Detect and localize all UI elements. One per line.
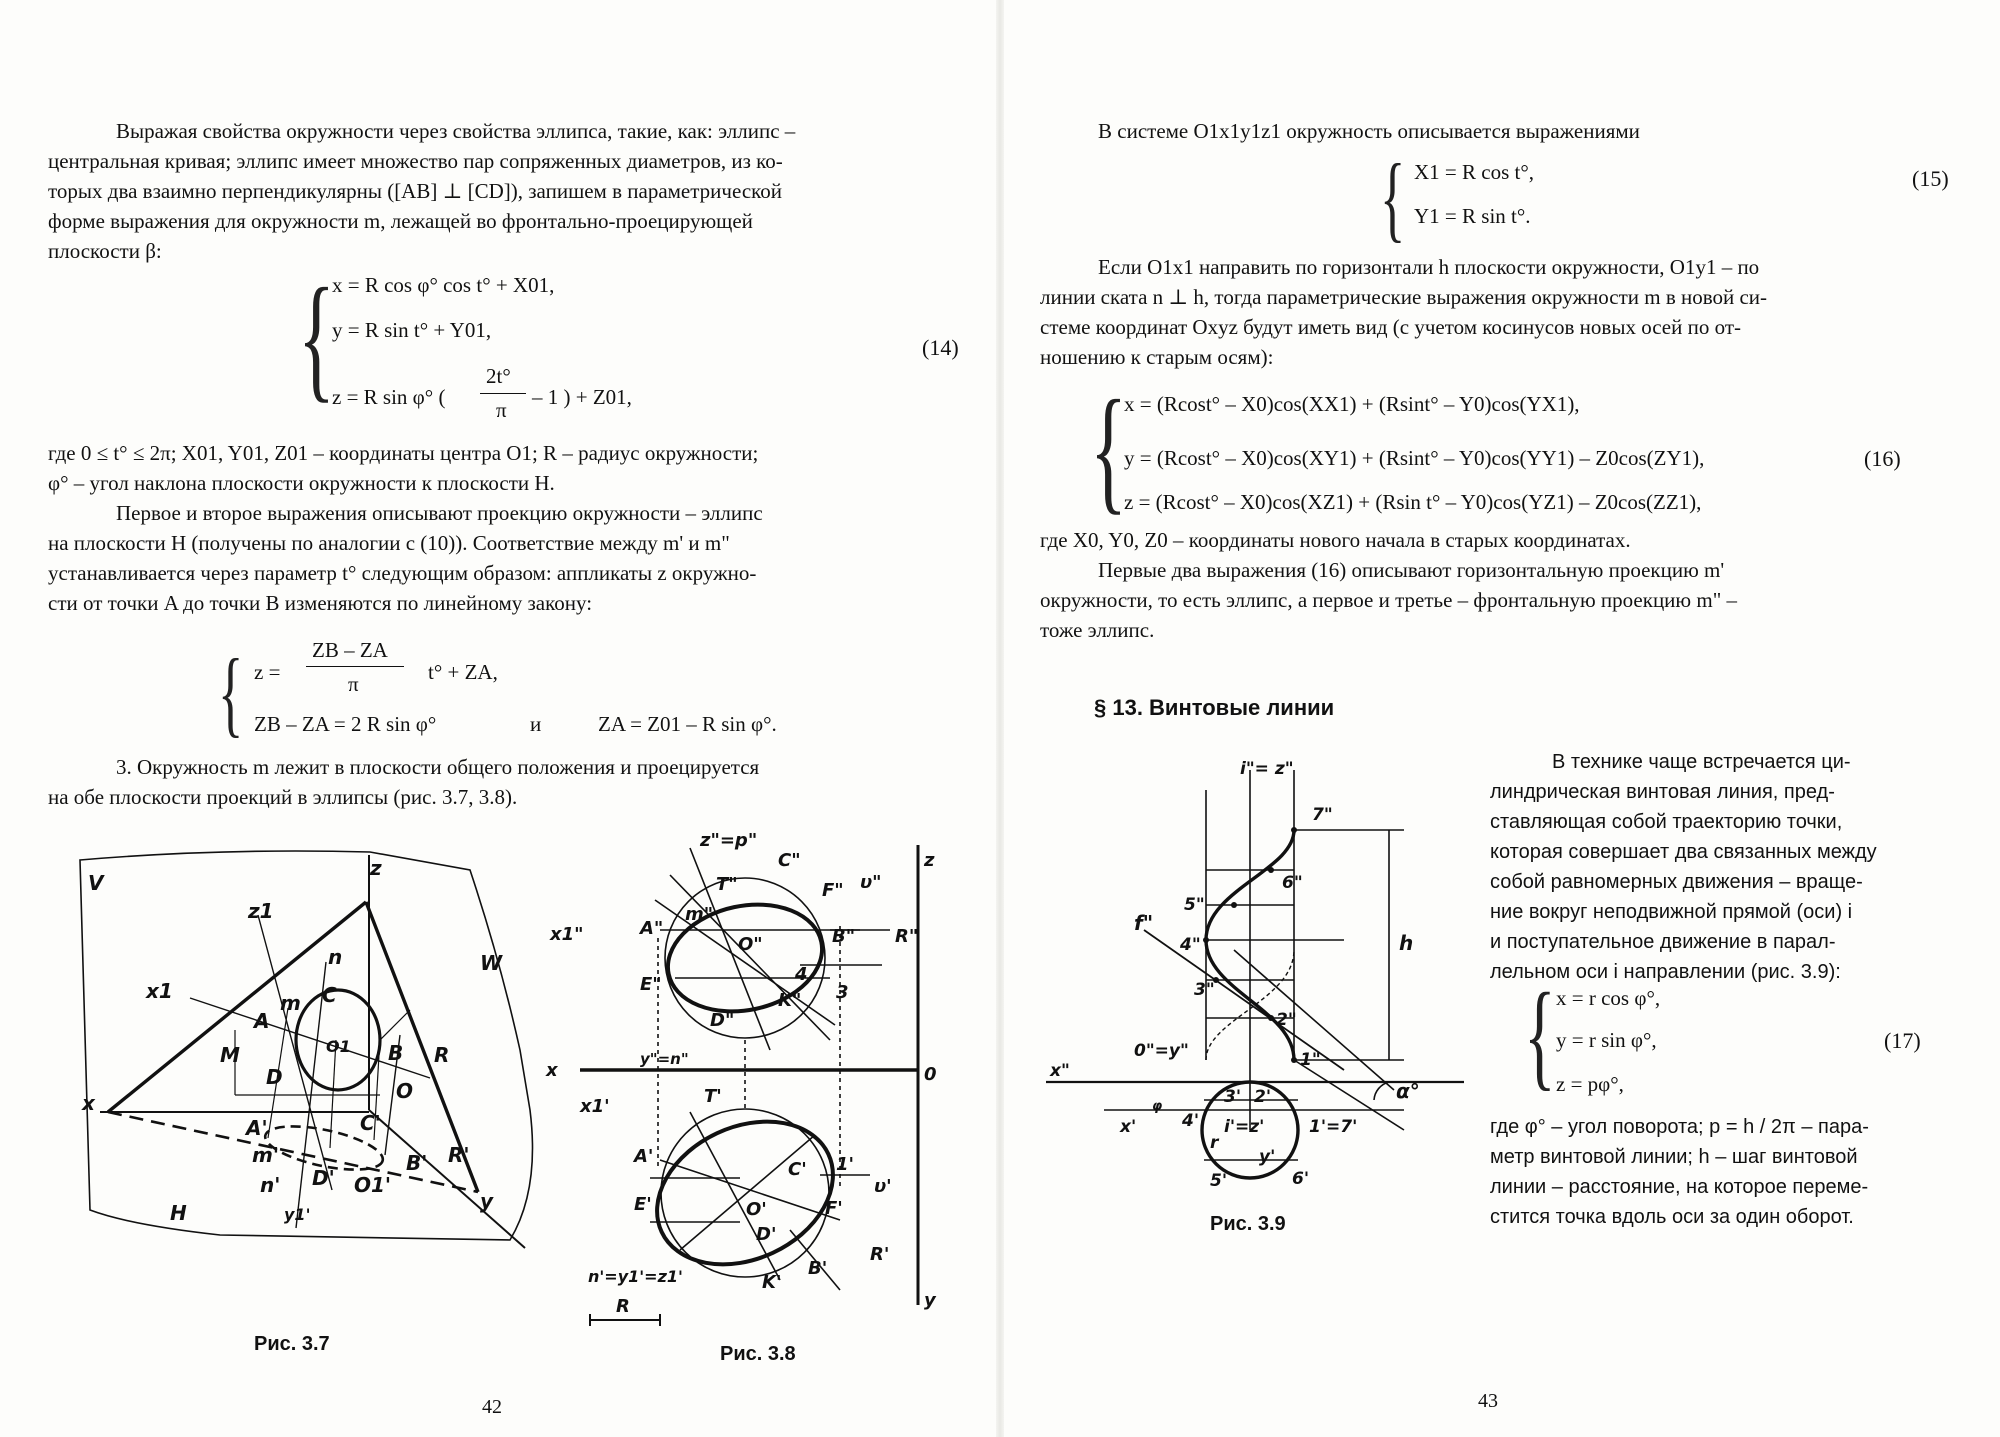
label-p1: 1"	[1300, 1050, 1321, 1070]
label-phi: φ	[1152, 1099, 1163, 1114]
eqz-line3: ZA = Z01 – R sin φ°.	[598, 712, 777, 736]
left-paragraph-2	[48, 438, 966, 618]
label-A1: A'	[246, 1116, 268, 1140]
label-v2: υ"	[860, 872, 882, 893]
eq14-fraction-bar	[480, 393, 526, 394]
label-x: x	[82, 1091, 95, 1115]
fig37-caption: Рис. 3.7	[254, 1333, 330, 1355]
label-E1: E'	[634, 1194, 652, 1215]
label-B1: B'	[808, 1258, 828, 1279]
text-line: тоже эллипс.	[1040, 618, 1155, 642]
label-V: V	[88, 871, 104, 895]
text-line: 3. Окружность m лежит в плоскости общего положения и проецируется	[116, 755, 760, 779]
label-D1: D'	[312, 1166, 335, 1190]
label-p6: 6"	[1282, 873, 1303, 893]
label-q6: 6'	[1292, 1169, 1310, 1189]
fig39-caption: Рис. 3.9	[1210, 1213, 1286, 1235]
label-n: n	[328, 945, 343, 969]
label-x: x"	[1050, 1061, 1070, 1081]
eqz-denominator: π	[348, 672, 359, 696]
label-xp: x'	[1120, 1117, 1137, 1137]
text-line: где φ° – угол поворота; p = h / 2π – пара-	[1490, 1116, 1869, 1138]
left-page-number: 42	[482, 1396, 502, 1418]
label-A1: A'	[634, 1146, 654, 1167]
eqz-z-label: z =	[254, 660, 281, 684]
label-one: 1'	[836, 1154, 855, 1175]
eq15-number: (15)	[1912, 166, 1949, 191]
label-R: R	[616, 1296, 630, 1317]
label-p2: 2"	[1276, 1010, 1297, 1030]
label-z1: z1	[248, 899, 274, 923]
left-paragraph-3	[48, 752, 966, 812]
label-z: z	[370, 856, 382, 880]
text-line: Выражая свойства окружности через свойства эллипса, такие, как: эллипс –	[116, 119, 796, 143]
eq17-line-y: y = r sin φ°,	[1556, 1028, 1657, 1052]
label-C1: C'	[360, 1111, 381, 1135]
label-D1: D'	[756, 1224, 777, 1245]
eqz-numerator: ZB – ZA	[312, 638, 388, 662]
label-C: C	[322, 983, 337, 1007]
eq14-brace: {	[298, 260, 335, 415]
label-z2p2: z"=p"	[700, 830, 758, 851]
label-iz: i"= z"	[1240, 759, 1294, 779]
text-line: Если O1x1 направить по горизонтали h плоскости окружности, O1y1 – по	[1098, 255, 1760, 279]
label-K2: K"	[778, 990, 802, 1011]
label-B: B	[388, 1041, 404, 1065]
label-alpha: α°	[1396, 1079, 1420, 1103]
text-line: где X0, Y0, Z0 – координаты нового начала в старых координатах.	[1040, 528, 1631, 552]
eq15-brace: {	[1380, 144, 1406, 251]
text-line: линии – расстояние, на которое переме-	[1490, 1176, 1869, 1198]
label-iz2: i'=z'	[1224, 1117, 1265, 1137]
eq14-line-x: x = R cos φ° cos t° + X01,	[332, 273, 555, 297]
label-q4: 4'	[1182, 1111, 1200, 1131]
label-p4: 4"	[1180, 935, 1201, 955]
text-line: торых два взаимно перпендикулярны ([AB] ⊥ [CD]), запишем в параметрической	[48, 179, 783, 203]
label-R1: R'	[870, 1244, 890, 1265]
text-line: форме выражения для окружности m, лежащей во фронтально-проецирующей	[48, 209, 753, 233]
label-p3: 3"	[1194, 980, 1215, 1000]
label-H: H	[170, 1201, 187, 1225]
eqz-and: и	[530, 712, 542, 736]
label-F1: F'	[825, 1198, 843, 1219]
label-n3: 3	[836, 982, 849, 1003]
label-O11: O1'	[354, 1173, 392, 1197]
label-q17: 1'=7'	[1309, 1117, 1358, 1137]
label-A2: A"	[640, 918, 664, 939]
label-y: y	[480, 1189, 494, 1213]
text-line: на плоскости H (получены по аналогии с (10)). Соответствие между m' и m"	[48, 531, 730, 555]
label-o: 0"=y"	[1134, 1041, 1189, 1061]
eq14-line-z-end: – 1 ) + Z01,	[532, 385, 632, 409]
label-q3: 3'	[1224, 1087, 1242, 1107]
right-paragraph-4	[1490, 747, 1950, 987]
label-y1: y'	[1259, 1147, 1276, 1167]
text-line: на обе плоскости проекций в эллипсы (рис. 3.7, 3.8).	[48, 785, 518, 809]
text-line: лельном оси i направлении (рис. 3.9):	[1490, 961, 1841, 983]
figure-3-8	[540, 830, 960, 1330]
label-A: A	[254, 1009, 270, 1033]
label-n1: n'	[260, 1173, 281, 1197]
label-r: r	[1210, 1133, 1219, 1153]
text-line: плоскости β:	[48, 239, 162, 263]
eq14-line-y: y = R sin t° + Y01,	[332, 318, 492, 342]
label-T2: T"	[716, 874, 738, 895]
right-page-number: 43	[1478, 1390, 1498, 1412]
label-x1pp: x1"	[550, 924, 584, 945]
eqz-brace: {	[218, 639, 244, 746]
right-paragraph-2	[1040, 252, 1958, 372]
text-line: Первые два выражения (16) описывают горизонтальную проекцию m'	[1098, 558, 1725, 582]
label-m1: m'	[252, 1143, 279, 1167]
label-T1: T'	[704, 1086, 722, 1107]
eq14-fraction-denominator: π	[496, 398, 507, 422]
eq15-line-1: X1 = R cos t°,	[1414, 160, 1534, 184]
label-R2: R"	[895, 926, 919, 947]
figure-3-7	[70, 840, 540, 1250]
label-O2: O"	[738, 934, 763, 955]
text-line: стится точка вдоль оси за один оборот.	[1490, 1206, 1854, 1228]
eq16-line-z: z = (Rcost° – X0)cos(XZ1) + (Rsin t° – Y0)cos(YZ1) – Z0cos(ZZ1),	[1124, 490, 1702, 514]
text-line: которая совершает два связанных между	[1490, 841, 1877, 863]
label-p5: 5"	[1184, 895, 1205, 915]
label-R: R	[434, 1043, 450, 1067]
label-O: O	[396, 1079, 414, 1103]
right-paragraph-1: В системе O1x1y1z1 окружность описывается выражениями	[1098, 119, 1640, 143]
eq16-line-x: x = (Rcost° – X0)cos(XX1) + (Rsint° – Y0)cos(YX1),	[1124, 392, 1580, 416]
text-line: окружности, то есть эллипс, а первое и третье – фронтальную проекцию m" –	[1040, 588, 1738, 612]
label-E2: E"	[640, 974, 662, 995]
label-yn: y"=n"	[640, 1050, 689, 1068]
label-m: m	[280, 991, 301, 1015]
plane-boundary	[80, 851, 533, 1240]
label-ny: n'=y1'=z1'	[588, 1267, 683, 1286]
eq17-number: (17)	[1884, 1028, 1921, 1053]
text-line: и поступательное движение в парал-	[1490, 931, 1836, 953]
label-R1: R'	[448, 1143, 470, 1167]
label-q2: 2'	[1254, 1087, 1272, 1107]
text-line: собой равномерных движения – враще-	[1490, 871, 1863, 893]
label-y1: y1'	[284, 1205, 311, 1224]
label-C2: C"	[778, 850, 801, 871]
label-p7: 7"	[1312, 805, 1333, 825]
eq15-line-2: Y1 = R sin t°.	[1414, 204, 1531, 228]
label-f: f"	[1134, 911, 1154, 935]
fig38-caption: Рис. 3.8	[720, 1343, 796, 1365]
text-line: устанавливается через параметр t° следующим образом: аппликаты z окружно-	[48, 561, 757, 585]
label-x1: x1	[146, 979, 173, 1003]
text-line: Первое и второе выражения описывают проекцию окружности – эллипс	[116, 501, 763, 525]
label-z: z	[924, 850, 935, 871]
text-line: ние вокруг неподвижной прямой (оси) i	[1490, 901, 1853, 923]
y-axis	[369, 1110, 525, 1248]
right-paragraph-5	[1490, 1112, 1950, 1232]
label-W: W	[480, 951, 503, 975]
text-line: линии ската n ⊥ h, тогда параметрические выражения окружности m в новой си-	[1040, 285, 1768, 309]
horizontal-circle	[661, 1109, 829, 1277]
left-paragraph-1	[48, 116, 966, 266]
trace-xz	[108, 902, 366, 1112]
label-B1: B'	[406, 1151, 428, 1175]
right-paragraph-3	[1040, 525, 1958, 645]
label-zero: 0	[924, 1064, 937, 1085]
figure-3-9	[1044, 759, 1484, 1191]
label-x1p: x1'	[580, 1096, 610, 1117]
eqz-fraction-bar	[306, 666, 404, 667]
label-K1: K'	[762, 1272, 782, 1293]
label-v1: υ'	[874, 1176, 892, 1197]
label-O1: O1	[326, 1037, 351, 1056]
label-C1: C'	[788, 1159, 807, 1180]
label-y: y	[924, 1290, 936, 1311]
eq17-brace: {	[1524, 968, 1556, 1101]
text-line: метр винтовой линии; h – шаг винтовой	[1490, 1146, 1858, 1168]
eq14-line-z-start: z = R sin φ° (	[332, 385, 446, 409]
eq16-brace: {	[1090, 372, 1127, 527]
eq16-line-y: y = (Rcost° – X0)cos(XY1) + (Rsint° – Y0)cos(YY1) – Z0cos(ZY1),	[1124, 446, 1705, 470]
label-M: M	[220, 1043, 240, 1067]
frontal-circle	[665, 878, 825, 1038]
label-n4: 4	[795, 964, 808, 985]
text-line: ношению к старым осям):	[1040, 345, 1274, 369]
book-spine	[996, 0, 1004, 1437]
label-D: D	[266, 1065, 283, 1089]
label-h: h	[1399, 931, 1414, 955]
text-line: центральная кривая; эллипс имеет множество пар сопряженных диаметров, из ко-	[48, 149, 783, 173]
text-line: сти от точки A до точки B изменяются по линейному закону:	[48, 591, 593, 615]
text-line: В технике чаще встречается ци-	[1552, 751, 1851, 773]
text-line: стеме координат Oxyz будут иметь вид (с учетом косинусов новых осей по от-	[1040, 315, 1741, 339]
text-line: линдрическая винтовая линия, пред-	[1490, 781, 1835, 803]
label-B2: B"	[832, 926, 856, 947]
label-F2: F"	[822, 880, 844, 901]
label-D2: D"	[710, 1010, 735, 1031]
text-line: ставляющая собой траекторию точки,	[1490, 811, 1843, 833]
eqz-rhs: t° + ZA,	[428, 660, 498, 684]
label-q5: 5'	[1210, 1171, 1228, 1191]
eq16-number: (16)	[1864, 446, 1901, 471]
eqz-line2: ZB – ZA = 2 R sin φ°	[254, 712, 437, 736]
text-line: φ° – угол наклона плоскости окружности к плоскости H.	[48, 471, 555, 495]
label-m2: m"	[685, 904, 714, 925]
eq14-number: (14)	[922, 335, 959, 360]
section-heading: § 13. Винтовые линии	[1094, 695, 1335, 720]
eq17-line-x: x = r cos φ°,	[1556, 986, 1661, 1010]
label-O1: O'	[746, 1199, 767, 1220]
eq17-line-z: z = pφ°,	[1556, 1072, 1624, 1096]
eq14-fraction-numerator: 2t°	[486, 364, 511, 388]
label-x: x	[546, 1060, 558, 1081]
text-line: где 0 ≤ t° ≤ 2π; X01, Y01, Z01 – координаты центра O1; R – радиус окружности;	[48, 441, 759, 465]
